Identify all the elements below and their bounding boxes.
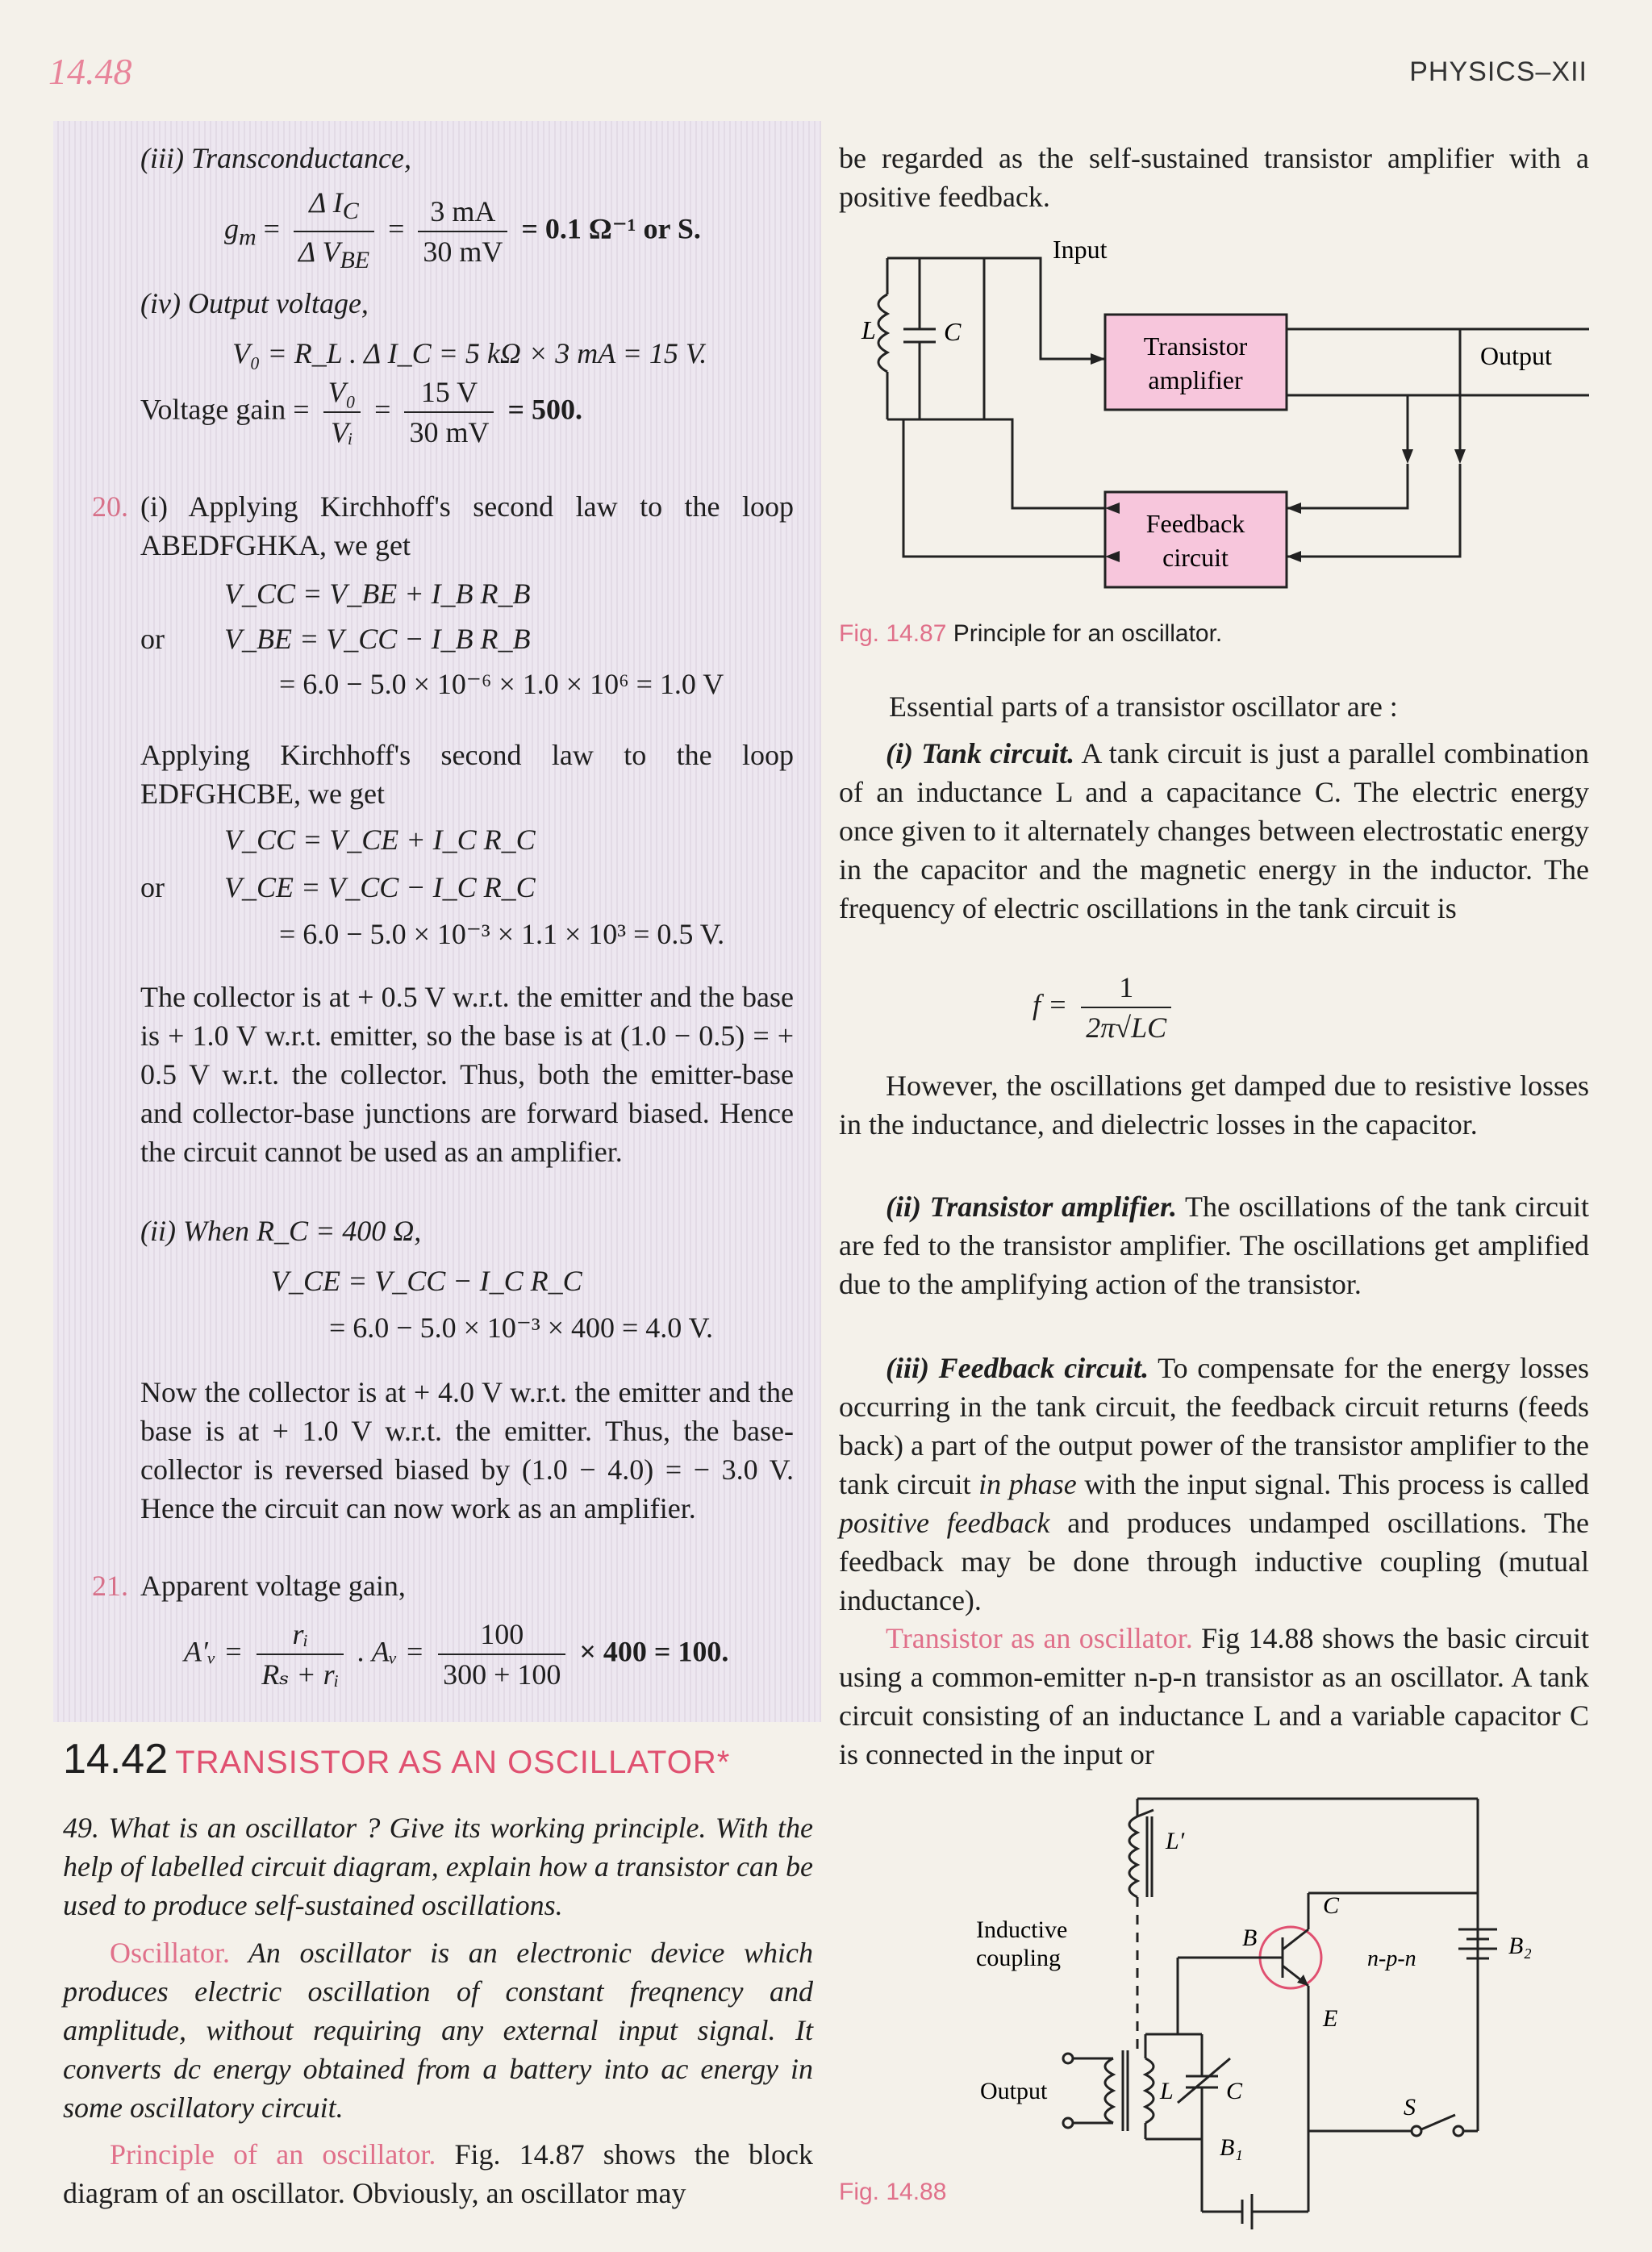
voltage-gain-equation: Voltage gain = $\frac{\text{V₀}}{\text{Vᵢ}}$ = $\frac{15 V}{30 mV}$ = 500. — [140, 373, 582, 452]
fig-14-88-circuit — [887, 1792, 1597, 2252]
inductor-L — [1145, 2058, 1153, 2123]
fig88-output-label: Output — [980, 2078, 1048, 2104]
eq-vcc-2: V_CC = V_CE + I_C R_C — [224, 824, 536, 856]
left-column — [63, 139, 813, 2236]
switch-S — [1421, 2115, 1455, 2129]
fig-14-88-caption: Fig. 14.88 — [839, 2179, 947, 2205]
fig88-C-top-label: C — [1323, 1892, 1340, 1919]
feedback-circuit-box — [1105, 492, 1287, 587]
right-column — [839, 139, 1589, 2236]
vo-equation: V₀ = R_L . Δ I_C = 5 kΩ × 3 mA = 15 V. — [232, 337, 707, 369]
gm-equation: $g_m$ = $\frac{\Delta I_C}{\Delta V_{BE}}$ = $\frac{3 mA}{30 mV}$ = 0.1 Ω⁻¹ or S. — [224, 183, 701, 280]
or-2: or — [140, 871, 165, 903]
fig88-S-label: S — [1404, 2094, 1416, 2121]
eq-vce: V_CE = V_CC − I_C R_C — [224, 871, 536, 903]
para-forward-biased: The collector is at + 0.5 V w.r.t. the emitter and the base is + 1.0 V w.r.t. emitter, so the base is at (1.0 − 0.5) = + 0.5 V w.r.t. the collector. Thus, both the emitter-base and collector-base junctions are forward biased. Hence the circuit cannot be used as an amplifier. — [140, 981, 794, 1168]
q20-text: 20. (i) Applying Kirchhoff's second law to the loop ABEDFGHKA, we get — [92, 490, 794, 561]
fig88-E-label: E — [1323, 2005, 1338, 2032]
inductor-L-prime — [1129, 1816, 1137, 1897]
essential-parts: Essential parts of a transistor oscillator are : — [889, 690, 1398, 723]
continued-text: be regarded as the self-sustained transistor amplifier with a positive feedback. — [839, 142, 1589, 213]
feedback-paragraph: (iii) Feedback circuit. To compensate for the energy losses occurring in the tank circuit, the feedback circuit returns (feeds back) a part of the output power of the transistor amplifier to the tank circuit in phase with the input signal. This process is called positive feedback and produces undamped oscillations. The feedback may be done through inductive coupling (mutual inductance). — [839, 1352, 1589, 1616]
eq-vbe-value: = 6.0 − 5.0 × 10⁻⁶ × 1.0 × 10⁶ = 1.0 V — [279, 668, 724, 700]
eq-vbe: V_BE = V_CC − I_B R_B — [224, 623, 531, 655]
fig87-input-label: Input — [1053, 235, 1108, 264]
section-heading: 14.42 TRANSISTOR AS AN OSCILLATOR* — [63, 1736, 731, 1783]
q21-text: 21. Apparent voltage gain, — [92, 1570, 406, 1602]
fig88-B-label: B — [1242, 1925, 1258, 1951]
fig87-C-label: C — [944, 317, 962, 346]
frequency-equation: f = $\frac{1}{2\pi√LC}$ — [1032, 968, 1178, 1047]
fig-14-87-caption: Fig. 14.87 Principle for an oscillator. — [839, 620, 1223, 647]
transistor-amplifier-box — [1105, 315, 1287, 410]
book-title: PHYSICS–XII — [1409, 56, 1587, 87]
eq-vcc-1: V_CC = V_BE + I_B R_B — [224, 578, 531, 610]
eq-vce-2-value: = 6.0 − 5.0 × 10⁻³ × 400 = 4.0 V. — [329, 1312, 714, 1344]
ii-when: (ii) When R_C = 400 Ω, — [140, 1215, 422, 1247]
fig88-C-label: C — [1226, 2078, 1243, 2104]
fig88-inductive-line1: Inductive — [976, 1916, 1068, 1943]
fig88-npn-label: n-p-n — [1367, 1946, 1416, 1971]
fig88-B1-label: B₁ — [1220, 2134, 1243, 2161]
fig87-amp-line1: Transistor — [1143, 332, 1248, 361]
fig88-Lprime-label: L′ — [1166, 1828, 1185, 1854]
para-reverse-biased: Now the collector is at + 4.0 V w.r.t. the emitter and the base is at + 1.0 V w.r.t. the emitter. Thus, the base-collector is reversed biased by (1.0 − 4.0) = − 3.0 V. Hence the circuit can now work as an amplifier. — [140, 1376, 794, 1524]
fig87-L-label: L — [861, 315, 876, 344]
fig87-fb-line2: circuit — [1162, 543, 1229, 572]
question-49: 49. What is an oscillator ? Give its working principle. With the help of labelled circuit diagram, explain how a transistor can be used to produce self-sustained oscillations. — [63, 1812, 813, 1921]
apparent-gain-equation: A′ᵥ = $\frac{\text{rᵢ}}{\text{Rₛ + rᵢ}}$ . Aᵥ = $\frac{100}{300 + 100}$ × 400 = 100. — [184, 1615, 728, 1694]
fig87-output-label: Output — [1480, 341, 1552, 370]
eq-vce-2: V_CE = V_CC − I_C R_C — [271, 1265, 582, 1297]
iv-label: (iv) Output voltage, — [140, 287, 369, 319]
or-1: or — [140, 623, 165, 655]
iii-label: (iii) Transconductance, — [140, 142, 411, 174]
page-number: 14.48 — [48, 51, 132, 92]
inductor-output — [1105, 2058, 1113, 2123]
fig88-L-label: L — [1160, 2078, 1174, 2104]
transistor-oscillator-paragraph: Transistor as an oscillator. Fig 14.88 shows the basic circuit using a common-emitter n-p-n transistor as an oscillator. A tank circuit consisting of an inductance L and a variable capacitor C is connected in the input or — [839, 1622, 1589, 1770]
fig88-inductive-line2: coupling — [976, 1945, 1061, 1971]
inductor-L — [878, 294, 887, 372]
fig87-amp-line2: amplifier — [1148, 365, 1243, 394]
principle-paragraph: Principle of an oscillator. Fig. 14.87 shows the block diagram of an oscillator. Obviously, an oscillator may — [63, 2138, 813, 2209]
fig87-fb-line1: Feedback — [1145, 509, 1245, 538]
fig88-B2-label: B₂ — [1508, 1933, 1532, 1959]
damping-paragraph: However, the oscillations get damped due to resistive losses in the inductance, and dielectric losses in the capacitor. — [839, 1070, 1589, 1141]
fig-14-87-diagram — [839, 234, 1589, 734]
oscillator-definition: Oscillator. An oscillator is an electronic device which produces electric oscillation of constant freqnency and amplitude, without requiring any external input signal. It converts dc energy obtained from a battery into ac energy in some oscillatory circuit. — [63, 1937, 813, 2124]
tank-circuit-paragraph: (i) Tank circuit. A tank circuit is just a parallel combination of an inductance L and a capacitance C. The electric energy once given to it alternately changes between electrostatic energy in the capacitor and the magnetic energy in the inductor. The frequency of electric oscillations in the tank circuit is — [839, 737, 1589, 924]
eq-vce-value: = 6.0 − 5.0 × 10⁻³ × 1.1 × 10³ = 0.5 V. — [279, 918, 725, 950]
transistor-amplifier-paragraph: (ii) Transistor amplifier. The oscillations of the tank circuit are fed to the transistor amplifier. The oscillations get amplified due to the amplifying action of the transistor. — [839, 1191, 1589, 1300]
kirchhoff-2-text: Applying Kirchhoff's second law to the loop EDFGHCBE, we get — [140, 739, 794, 810]
